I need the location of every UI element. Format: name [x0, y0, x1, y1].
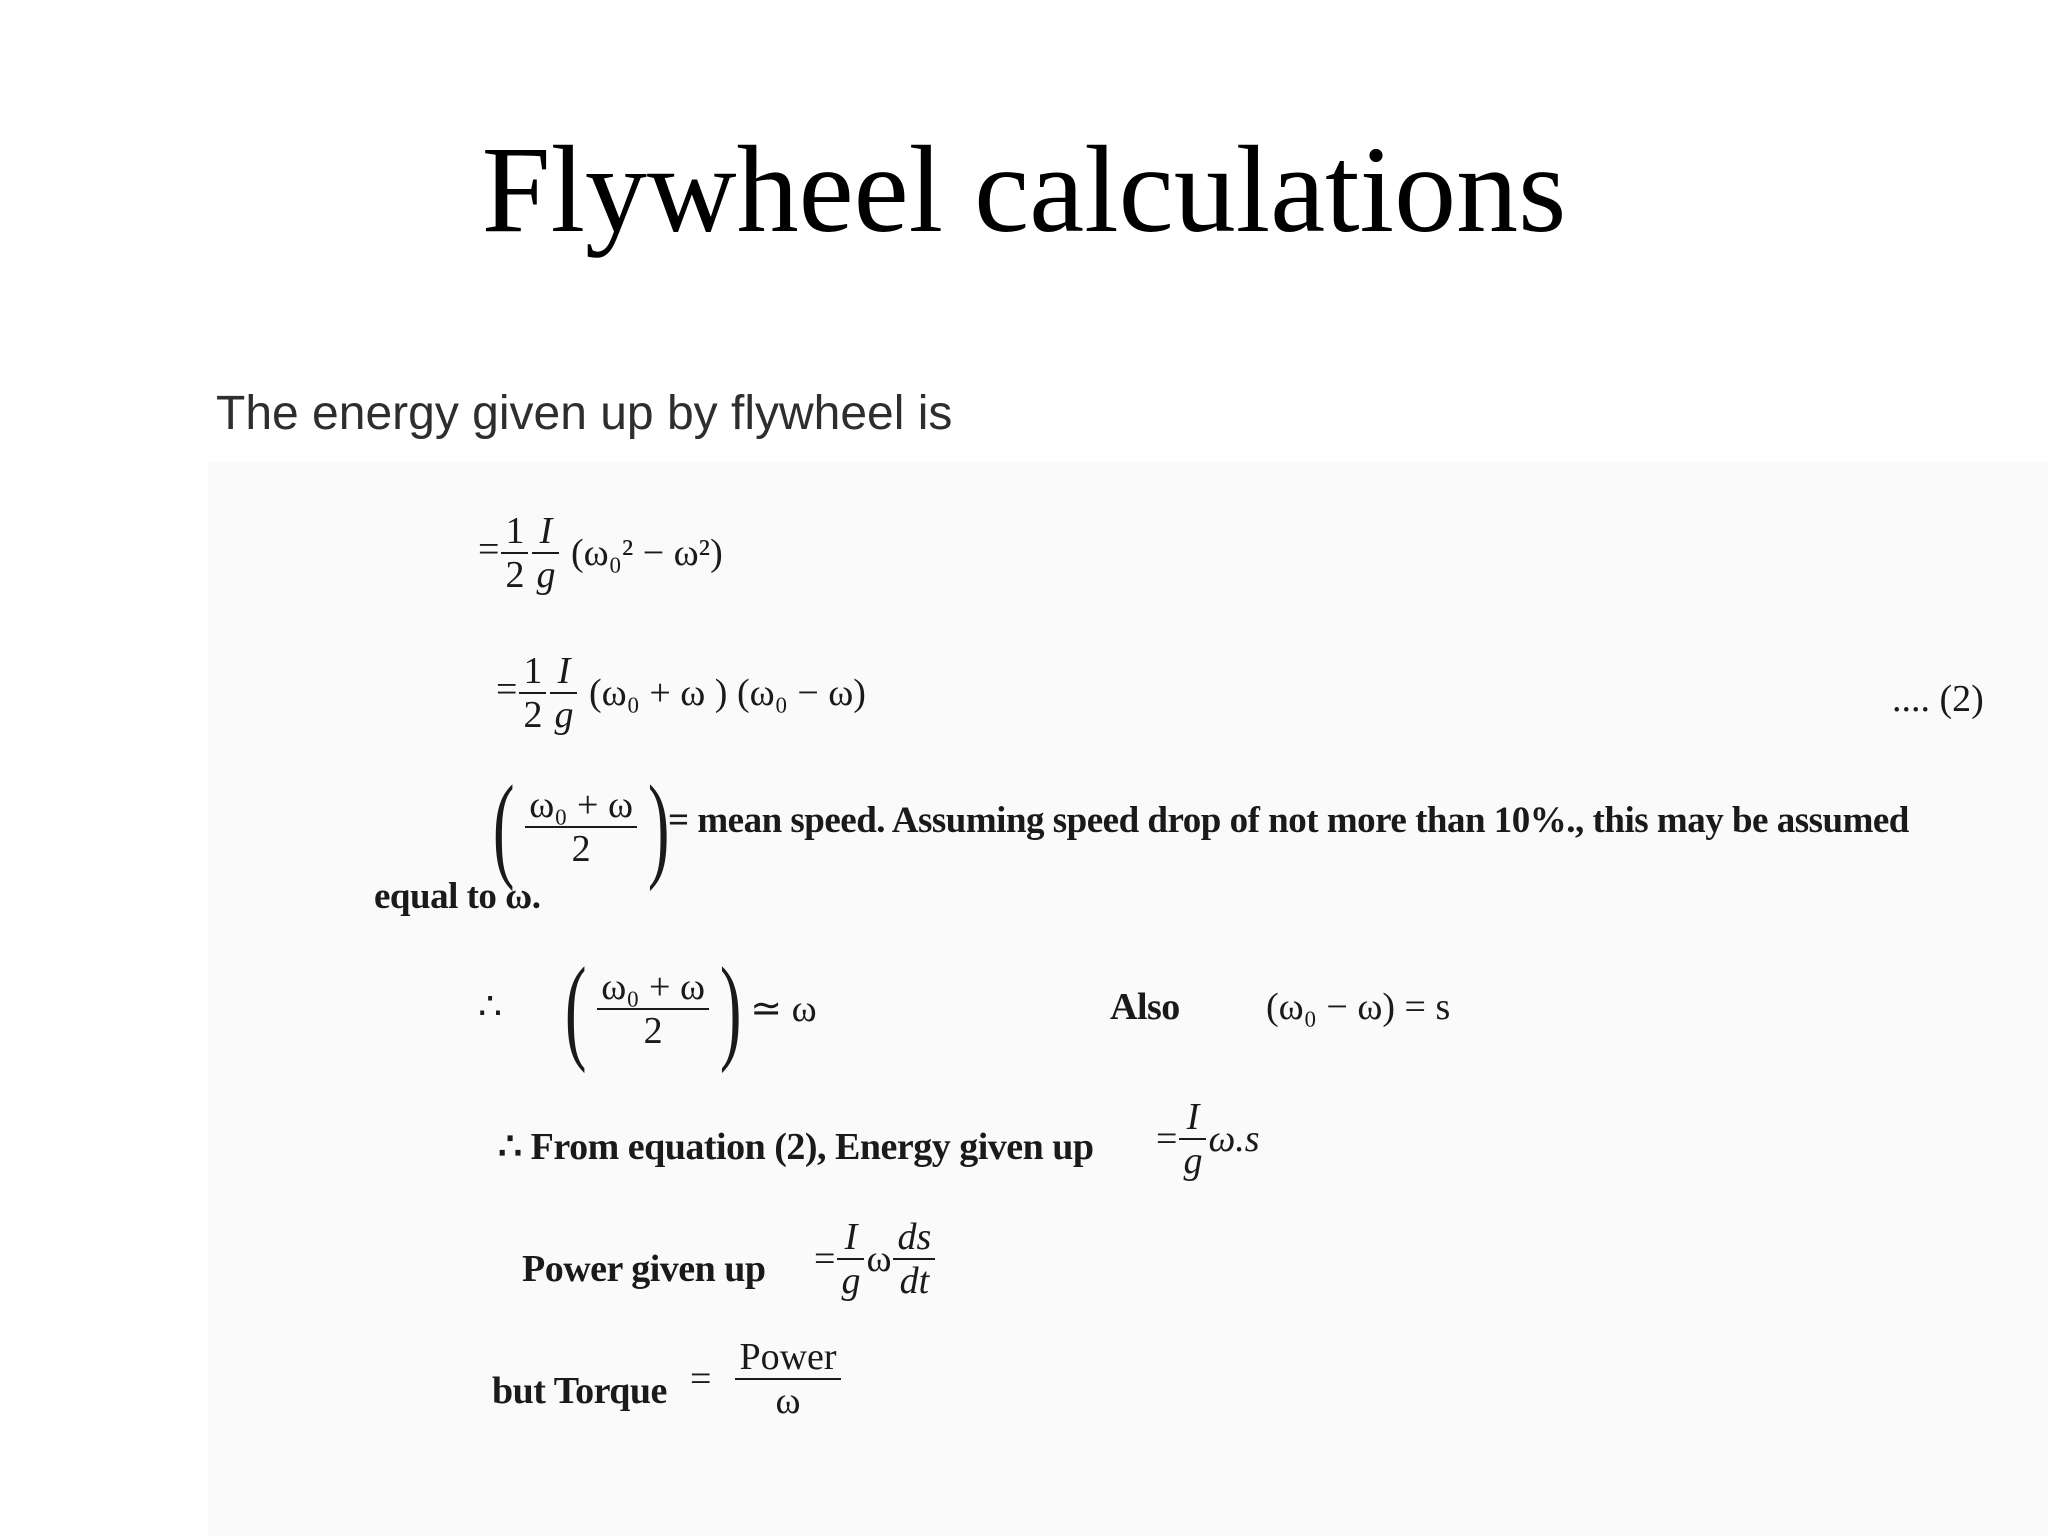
fraction-i-over-g: [550, 652, 577, 734]
equals-sign: =: [690, 1358, 712, 1400]
numerator: 1: [519, 652, 546, 694]
energy-given-up-text: ∴ From equation (2), Energy given up: [498, 1126, 1094, 1168]
numerator: I: [532, 512, 559, 554]
omega-s: ω.s: [1208, 1118, 1260, 1160]
fraction-mean-speed: [597, 968, 709, 1050]
fraction-ds-over-dt: [893, 1218, 935, 1300]
denominator: 2: [643, 1010, 663, 1052]
numerator: 1: [501, 512, 528, 554]
left-paren: (: [564, 943, 587, 1074]
omega: ω: [866, 1238, 892, 1280]
energy-given-up-equation: [1156, 1098, 1260, 1180]
numerator: Power: [735, 1338, 840, 1380]
equation-reference-2: .... (2): [1892, 678, 1984, 720]
equal-to-omega-text: equal to ω.: [374, 876, 541, 917]
power-given-up-equation: [814, 1218, 937, 1300]
numerator: I: [1179, 1098, 1206, 1140]
omega-squared-difference: (ω₀² − ω²): [570, 532, 723, 574]
fraction-half: [501, 512, 528, 594]
denominator: 2: [571, 828, 591, 870]
denominator: g: [536, 554, 556, 596]
equals-sign: =: [814, 1238, 836, 1280]
numerator: ds: [893, 1218, 935, 1260]
right-paren: ): [719, 943, 742, 1074]
equals-sign: =: [496, 668, 518, 711]
power-given-up-text: Power given up: [522, 1248, 766, 1290]
equation-line-3: [484, 761, 678, 892]
equation-line-5: [556, 943, 817, 1074]
left-paren: (: [492, 761, 515, 892]
right-paren: ): [647, 761, 670, 892]
numerator: I: [550, 652, 577, 694]
denominator: dt: [899, 1260, 930, 1302]
numerator: ω₀ + ω: [525, 786, 637, 828]
omega-sum-difference-product: (ω₀ + ω ) (ω₀ − ω): [588, 672, 866, 714]
slide-title: Flywheel calculations: [481, 121, 1567, 258]
intro-text: The energy given up by flywheel is: [216, 387, 953, 440]
equals-sign: =: [1156, 1118, 1178, 1160]
therefore-symbol: ∴: [478, 986, 503, 1028]
approx-omega: ≃ ω: [750, 988, 817, 1030]
denominator: ω: [775, 1380, 801, 1422]
also-label: Also: [1110, 986, 1180, 1028]
fraction-mean-speed: [525, 786, 637, 868]
numerator: ω₀ + ω: [597, 968, 709, 1010]
mean-speed-text: = mean speed. Assuming speed drop of not more than 10%., this may be assumed: [668, 800, 1909, 841]
fraction-i-over-g: [837, 1218, 864, 1300]
fraction-half: [519, 652, 546, 734]
denominator: 2: [523, 694, 543, 736]
slip-definition: (ω₀ − ω) = s: [1266, 986, 1451, 1028]
denominator: 2: [505, 554, 525, 596]
fraction-i-over-g: [532, 512, 559, 594]
denominator: g: [554, 694, 574, 736]
denominator: g: [1183, 1140, 1203, 1182]
fraction-i-over-g: [1179, 1098, 1206, 1180]
torque-text: but Torque: [492, 1370, 667, 1412]
denominator: g: [841, 1260, 861, 1302]
equation-line-2: [496, 652, 866, 734]
numerator: I: [837, 1218, 864, 1260]
equation-line-1: [478, 512, 723, 594]
equals-sign: =: [478, 528, 500, 571]
fraction-power-over-omega: [735, 1338, 840, 1420]
torque-equation: [690, 1338, 843, 1420]
